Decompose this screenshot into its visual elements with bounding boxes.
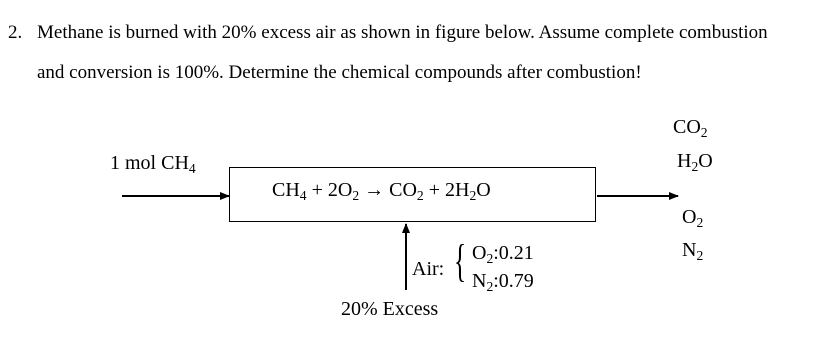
- product-o2: $O_2$: [682, 206, 704, 231]
- air-brace: {: [454, 235, 467, 286]
- input-label: 1 mol $CH_4$: [110, 152, 196, 177]
- air-n2-fraction: $N_2:0.79$: [472, 270, 534, 295]
- question-text-line-2: and conversion is 100%. Determine the chemical compounds after combustion!: [37, 62, 642, 83]
- air-label: Air:: [412, 258, 445, 280]
- excess-air-label: 20% Excess: [341, 298, 439, 320]
- question-text-line-1: Methane is burned with 20% excess air as shown in figure below. Assume complete combustion: [37, 22, 768, 43]
- air-o2-fraction: $O_2:0.21$: [472, 242, 534, 267]
- question-number: 2.: [8, 22, 23, 43]
- product-n2: $N_2$: [682, 239, 704, 264]
- product-h2o: $H_2O$: [677, 150, 713, 175]
- reaction-equation: $CH_4 + 2O_2 \to CO_2 + 2H_2O$: [272, 179, 491, 204]
- product-co2: $CO_2$: [673, 116, 708, 141]
